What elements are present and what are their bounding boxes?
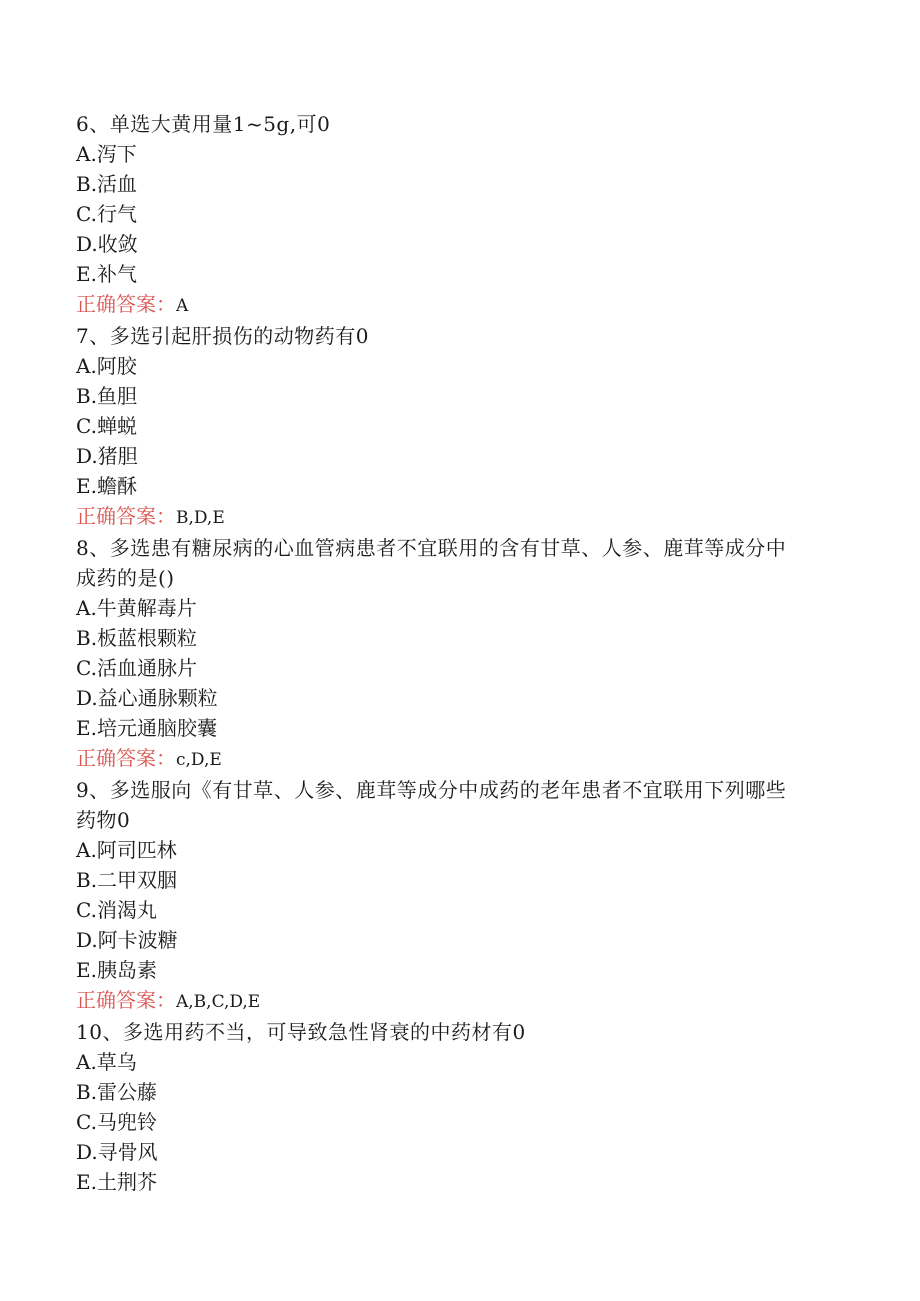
question-stem: 7、多选引起肝损伤的动物药有0 [76,324,369,348]
answer-label: 正确答案： [76,292,176,316]
question-8 [76,533,836,775]
option-a: A.草乌 [76,1050,137,1074]
question-stem-line-2: 成药的是() [76,566,175,590]
correct-answer [76,501,836,533]
option-e: E.胰岛素 [76,958,157,982]
question-stem-line-2: 药物0 [76,808,131,832]
question-9 [76,775,836,1017]
option-c: C.活血通脉片 [76,656,197,680]
option-d: D.阿卡波糖 [76,928,178,952]
option-e: E.培元通脑胶囊 [76,716,217,740]
option-c: C.马兜铃 [76,1110,157,1134]
option-b: B.板蓝根颗粒 [76,626,198,650]
correct-answer [76,289,836,321]
option-b: B.活血 [76,172,138,196]
answer-label: 正确答案： [76,504,176,528]
option-c: C.行气 [76,202,137,226]
option-d: D.寻骨风 [76,1140,158,1164]
question-stem-line-1: 8、多选患有糖尿病的心血管病患者不宜联用的含有甘草、人参、鹿茸等成分中 [76,536,787,560]
option-d: D.猪胆 [76,444,138,468]
answer-value: A [176,296,189,316]
correct-answer [76,743,836,775]
option-a: A.泻下 [76,142,137,166]
question-10 [76,1017,836,1197]
option-b: B.二甲双胭 [76,868,178,892]
document-body [76,109,836,1197]
option-d: D.收敛 [76,232,138,256]
option-c: C.消渴丸 [76,898,157,922]
question-stem: 6、单选大黄用量1~5g,可0 [76,112,331,136]
answer-value: A,B,C,D,E [176,992,261,1012]
option-e: E.土荆芥 [76,1170,157,1194]
answer-value: B,D,E [176,508,225,528]
option-b: B.鱼胆 [76,384,138,408]
answer-value: c,D,E [176,750,222,770]
correct-answer [76,985,836,1017]
option-c: C.蝉蜕 [76,414,137,438]
question-7 [76,321,836,533]
question-stem-line-1: 9、多选服向《有甘草、人参、鹿茸等成分中成药的老年患者不宜联用下列哪些 [76,778,787,802]
option-e: E.蟾酥 [76,474,137,498]
option-d: D.益心通脉颗粒 [76,686,218,710]
question-stem: 10、多选用药不当，可导致急性肾衰的中药材有0 [76,1020,526,1044]
question-6 [76,109,836,321]
answer-label: 正确答案： [76,988,176,1012]
option-e: E.补气 [76,262,137,286]
option-a: A.阿司匹林 [76,838,177,862]
option-a: A.牛黄解毒片 [76,596,197,620]
option-b: B.雷公藤 [76,1080,158,1104]
option-a: A.阿胶 [76,354,137,378]
answer-label: 正确答案： [76,746,176,770]
